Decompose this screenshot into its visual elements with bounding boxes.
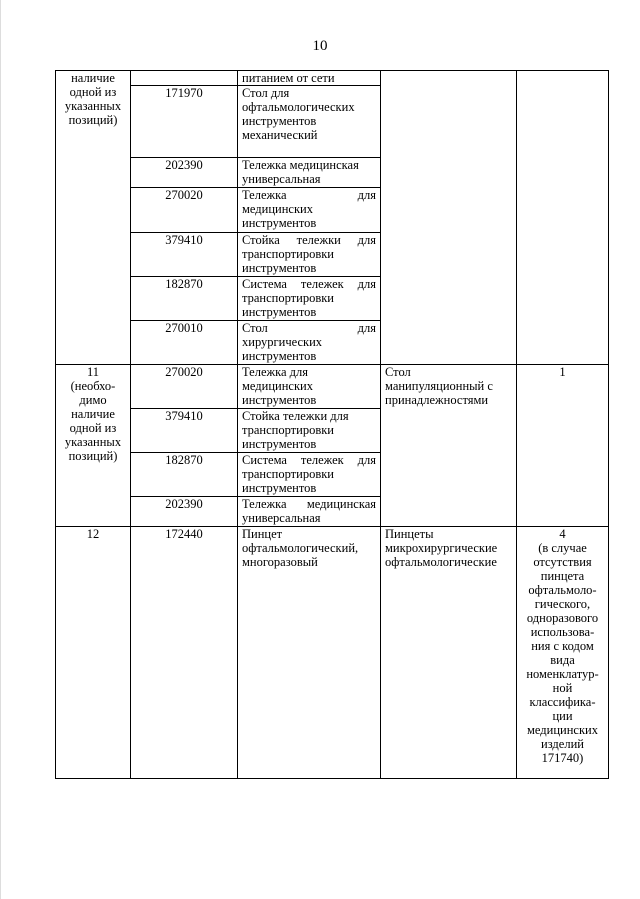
equipment-cell: Пинцеты микрохирургические офтальмологические — [381, 527, 517, 779]
equipment-cell: Стол манипуляционный с принадлежностями — [381, 365, 517, 527]
group-label-cell: наличие одной из указанных позиций) — [56, 71, 131, 365]
table-row — [56, 71, 609, 86]
name-cell: питанием от сети — [238, 71, 381, 86]
name-cell: Тележка медицинская универсальная — [238, 158, 381, 188]
table-row — [56, 527, 609, 779]
quantity-cell — [517, 71, 609, 365]
name-cell: Стол для офтальмологических инструментов механический — [238, 86, 381, 158]
group-label-cell: 11 (необхо- димо наличие одной из указанных позиций) — [56, 365, 131, 527]
scan-edge — [0, 0, 9, 899]
equipment-cell — [381, 71, 517, 365]
name-cell: Система тележек для транспортировки инструментов — [238, 453, 381, 497]
code-cell: 202390 — [131, 158, 238, 188]
quantity-cell: 1 — [517, 365, 609, 527]
code-cell: 379410 — [131, 409, 238, 453]
group-label-cell: 12 — [56, 527, 131, 779]
code-cell: 171970 — [131, 86, 238, 158]
name-cell: Пинцет офтальмологический, многоразовый — [238, 527, 381, 779]
name-cell: Тележка медицинская универсальная — [238, 497, 381, 527]
name-cell: Стойка тележки для транспортировки инструментов — [238, 409, 381, 453]
code-cell: 270020 — [131, 188, 238, 233]
code-cell: 270010 — [131, 321, 238, 365]
table-row — [56, 365, 609, 409]
code-cell — [131, 71, 238, 86]
equipment-table — [55, 70, 609, 779]
page-number: 10 — [312, 38, 328, 54]
code-cell: 182870 — [131, 277, 238, 321]
code-cell: 379410 — [131, 233, 238, 277]
code-cell: 182870 — [131, 453, 238, 497]
quantity-cell: 4 (в случае отсутствия пинцета офтальмоло- гического, одноразового использова- ния с кодом вида номенклатур- ной классифика- ции медицинских изделий 171740) — [517, 527, 609, 779]
name-cell: Тележка для медицинских инструментов — [238, 365, 381, 409]
code-cell: 202390 — [131, 497, 238, 527]
name-cell: Тележка для медицинских инструментов — [238, 188, 381, 233]
name-cell: Стойка тележки для транспортировки инструментов — [238, 233, 381, 277]
name-cell: Стол для хирургических инструментов — [238, 321, 381, 365]
name-cell: Система тележек для транспортировки инструментов — [238, 277, 381, 321]
code-cell: 270020 — [131, 365, 238, 409]
code-cell: 172440 — [131, 527, 238, 779]
